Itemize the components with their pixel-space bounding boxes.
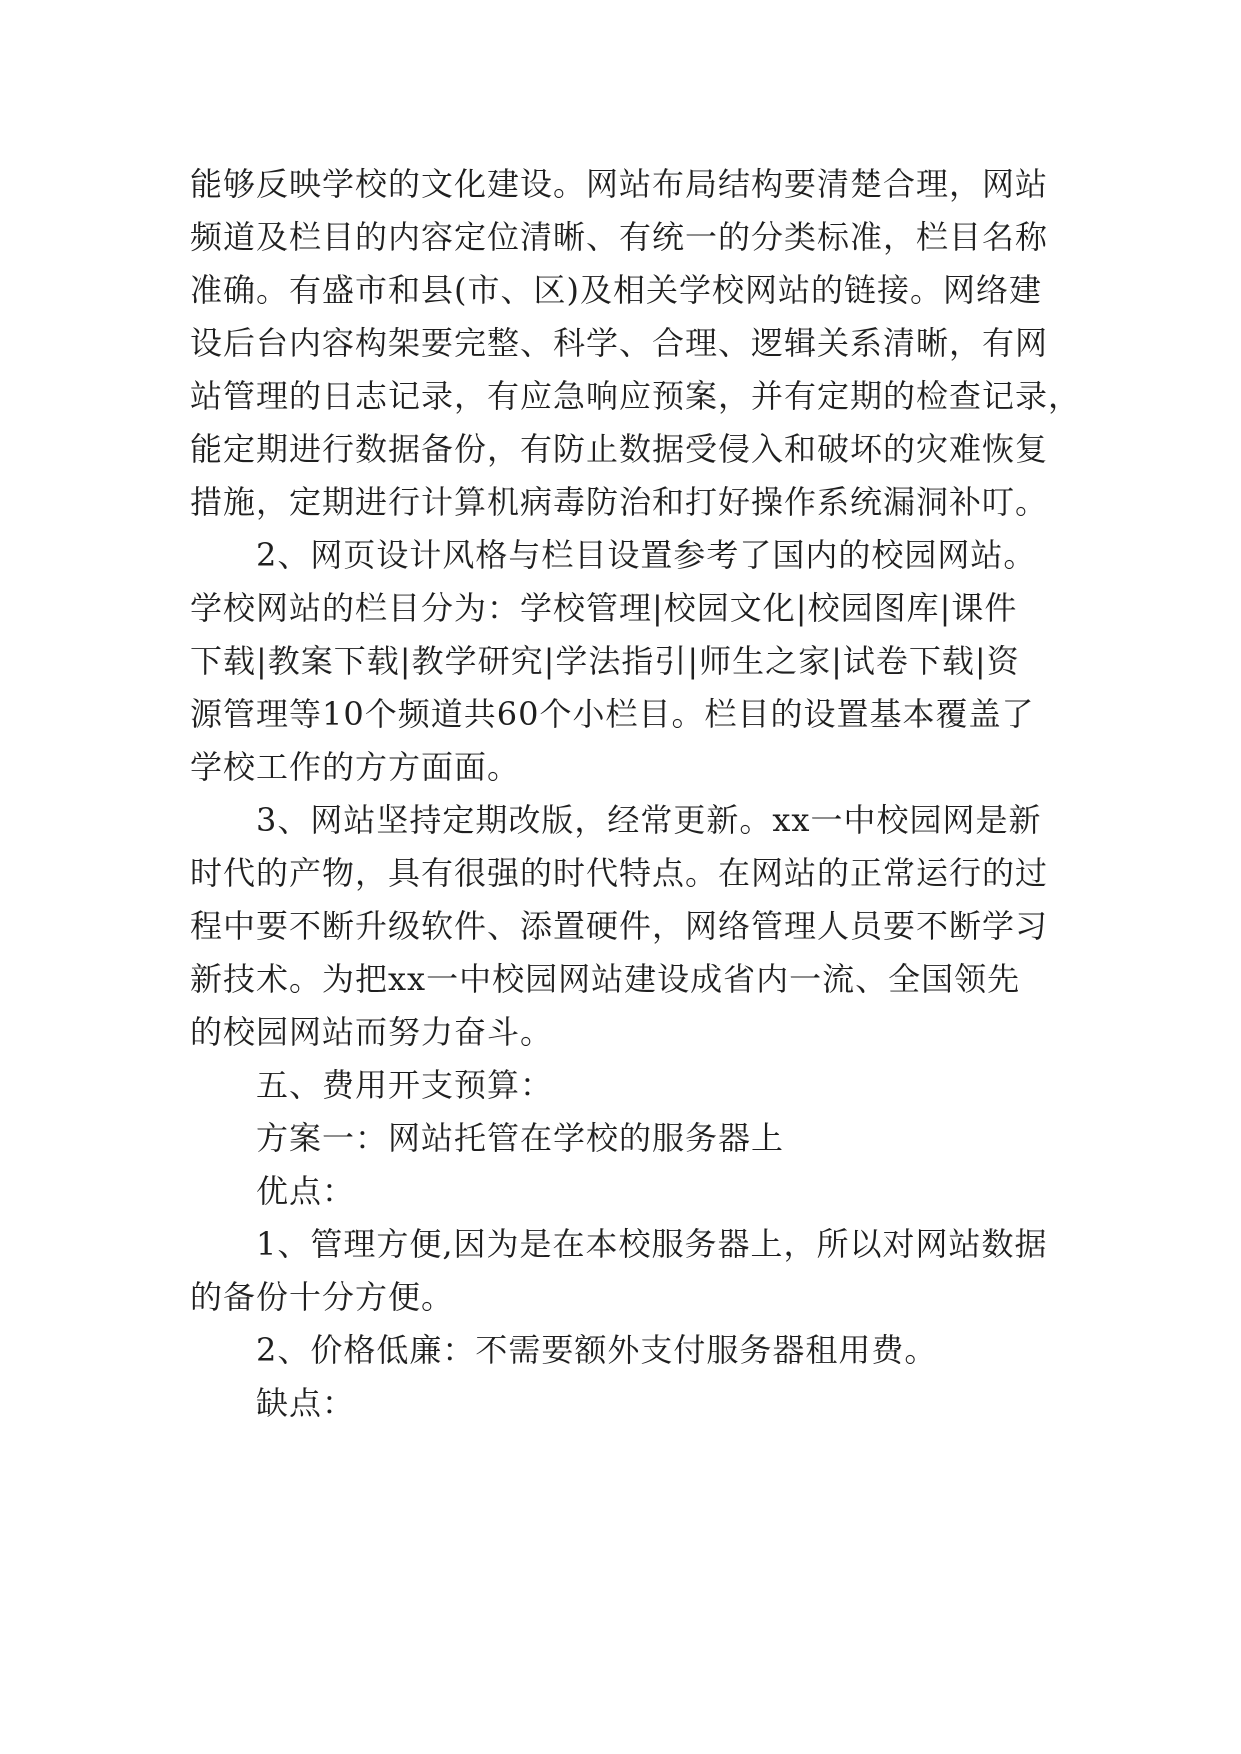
text-line: 的备份十分方便。 [190, 1278, 455, 1316]
text-line: 能够反映学校的文化建设。网站布局结构要清楚合理，网站 [190, 165, 1049, 203]
text-line: 源管理等10个频道共60个小栏目。栏目的设置基本覆盖了 [190, 695, 1035, 733]
text-line: 2、网页设计风格与栏目设置参考了国内的校园网站。 [256, 536, 1037, 574]
paragraph [190, 1324, 1070, 1377]
text-line: 时代的产物，具有很强的时代特点。在网站的正常运行的过 [190, 854, 1049, 892]
text-line: 缺点： [256, 1384, 356, 1422]
document-body [190, 158, 1082, 1430]
section-heading [190, 1059, 1070, 1112]
advantages-heading [190, 1165, 1070, 1218]
text-line: 新技术。为把xx一中校园网站建设成省内一流、全国领先 [190, 960, 1021, 998]
paragraph [190, 794, 1070, 1059]
text-line: 措施，定期进行计算机病毒防治和打好操作系统漏洞补叮。 [190, 483, 1049, 521]
plan-heading [190, 1112, 1070, 1165]
text-line: 的校园网站而努力奋斗。 [190, 1013, 554, 1051]
disadvantages-heading [190, 1377, 1070, 1430]
text-line: 设后台内容构架要完整、科学、合理、逻辑关系清晰，有网 [190, 324, 1049, 362]
text-line: 站管理的日志记录，有应急响应预案，并有定期的检查记录， [190, 377, 1082, 415]
text-line: 1、管理方便,因为是在本校服务器上，所以对网站数据 [256, 1225, 1048, 1263]
text-line: 优点： [256, 1172, 356, 1210]
paragraph [190, 529, 1070, 794]
paragraph [190, 158, 1082, 529]
text-line: 方案一：网站托管在学校的服务器上 [256, 1119, 785, 1157]
text-line: 准确。有盛市和县(市、区)及相关学校网站的链接。网络建 [190, 271, 1042, 309]
text-line: 五、费用开支预算： [256, 1066, 554, 1104]
text-line: 频道及栏目的内容定位清晰、有统一的分类标准，栏目名称 [190, 218, 1049, 256]
text-line: 能定期进行数据备份，有防止数据受侵入和破坏的灾难恢复 [190, 430, 1049, 468]
text-line: 学校网站的栏目分为：学校管理|校园文化|校园图库|课件 [190, 589, 1018, 627]
paragraph [190, 1218, 1070, 1324]
text-line: 2、价格低廉：不需要额外支付服务器租用费。 [256, 1331, 938, 1369]
text-line: 学校工作的方方面面。 [190, 748, 521, 786]
text-line: 下载|教案下载|教学研究|学法指引|师生之家|试卷下载|资 [190, 642, 1020, 680]
text-line: 3、网站坚持定期改版，经常更新。xx一中校园网是新 [256, 801, 1042, 839]
text-line: 程中要不断升级软件、添置硬件，网络管理人员要不断学习 [190, 907, 1049, 945]
